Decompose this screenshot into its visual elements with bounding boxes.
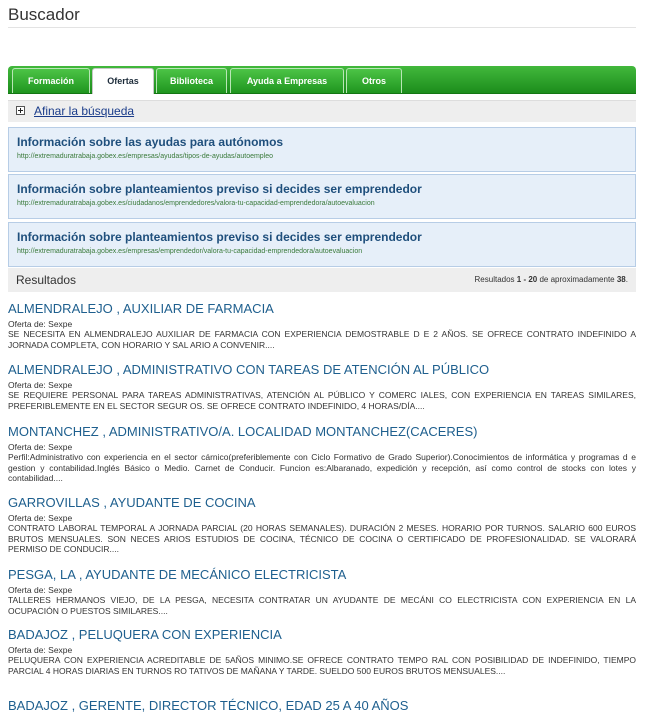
promo-url: http://extremaduratrabaja.gobex.es/ciudadanos/emprendedores/valora-tu-capacidad-emprendedora/autoevaluacion	[17, 200, 375, 207]
result-title-link[interactable]: PESGA, LA , AYUDANTE DE MECÁNICO ELECTRICISTA	[8, 567, 347, 582]
result-item	[8, 495, 636, 555]
results-header	[8, 268, 636, 292]
promo-url: http://extremaduratrabaja.gobex.es/empresas/emprendedor/valora-tu-capacidad-emprendedora/autoevaluacion	[17, 248, 363, 255]
result-source: Oferta de: Sexpe	[8, 645, 73, 655]
result-description: PELUQUERA CON EXPERIENCIA ACREDITABLE DE 5AÑOS MINIMO.SE OFRECE CONTRATO TEMPO RAL CON POSIBILIDAD DE INDEFINIDO, TIEMPO PARCIAL 4 HORAS DIARIAS EN TURNOS RO TATIVOS DE MAÑANA Y TARDE. SUELDO 500 EUROS BRUTOS MENSUALES....	[8, 655, 636, 676]
result-title-link[interactable]: GARROVILLAS , AYUDANTE DE COCINA	[8, 495, 256, 510]
promo-url: http://extremaduratrabaja.gobex.es/empresas/ayudas/tipos-de-ayudas/autoempleo	[17, 153, 274, 160]
result-item	[8, 627, 636, 676]
promo-title-link[interactable]: Información sobre las ayudas para autónomos	[17, 135, 284, 149]
result-title-link[interactable]: BADAJOZ , GERENTE, DIRECTOR TÉCNICO, EDAD 25 A 40 AÑOS	[8, 698, 409, 713]
expand-plus-icon[interactable]	[16, 106, 25, 115]
result-source: Oferta de: Sexpe	[8, 442, 73, 452]
result-item	[8, 567, 636, 616]
refine-search-bar	[8, 100, 636, 122]
promo-box	[8, 174, 636, 219]
result-item	[8, 698, 636, 714]
result-title-link[interactable]: ALMENDRALEJO , ADMINISTRATIVO CON TAREAS DE ATENCIÓN AL PÚBLICO	[8, 362, 490, 377]
promo-box	[8, 222, 636, 267]
result-description: SE NECESITA EN ALMENDRALEJO AUXILIAR DE FARMACIA CON EXPERIENCIA DEMOSTRABLE D E 2 AÑOS. SE OFRECE CONTRATO INDEFINIDO A JORNADA COMPLETA, CON HORARIO Y SAL ARIO A CONVENIR....	[8, 329, 636, 350]
result-item	[8, 424, 636, 484]
results-label: Resultados	[16, 273, 77, 287]
tab-ayuda-empresas[interactable]: Ayuda a Empresas	[230, 68, 344, 93]
refine-search-link[interactable]: Afinar la búsqueda	[34, 104, 135, 118]
result-item	[8, 362, 636, 411]
result-source: Oferta de: Sexpe	[8, 585, 73, 595]
tab-bar	[8, 66, 636, 94]
title-divider	[8, 27, 636, 28]
result-source: Oferta de: Sexpe	[8, 319, 73, 329]
tab-otros[interactable]: Otros	[346, 68, 402, 93]
promo-title-link[interactable]: Información sobre planteamientos previso si decides ser emprendedor	[17, 182, 422, 196]
results-count: Resultados 1 - 20 de aproximadamente 38.	[474, 275, 628, 284]
result-title-link[interactable]: MONTANCHEZ , ADMINISTRATIVO/A. LOCALIDAD MONTANCHEZ(CACERES)	[8, 424, 478, 439]
page-title: Buscador	[8, 5, 80, 24]
result-description: SE REQUIERE PERSONAL PARA TAREAS ADMINISTRATIVAS, ATENCIÓN AL PÚBLICO Y COMERC IALES, CON EXPERIENCIA EN TAREAS SIMILARES, PREFERIBLEMENTE EN EL SECTOR SEGUR OS. SE OFRECE CONTRATO INDEFINIDO, 4 HORAS/DÍA....	[8, 390, 636, 411]
result-description: Perfil:Administrativo con experiencia en el sector cárnico(preferiblemente con Ciclo Formativo de Grado Superior).Conocimientos de informática y programas d e gestion y contabilidad.Inglés Básico o Medio. Carnet de Conducir. Funcion es:Albaranado, expedición y recepción, así como control de stocks con lotes y contabilidad....	[8, 452, 636, 483]
result-description: CONTRATO LABORAL TEMPORAL A JORNADA PARCIAL (20 HORAS SEMANALES). DURACIÓN 2 MESES. HORARIO POR TURNOS. SALARIO 600 EUROS BRUTOS MENSUALES. SON NECES ARIOS ESTUDIOS DE COCINA, TÉCNICO DE COCINA O CERTIFICADO DE PROFESIONALIDAD. SE VALORARÁ PERMISO DE CONDUCIR....	[8, 523, 636, 554]
result-title-link[interactable]: ALMENDRALEJO , AUXILIAR DE FARMACIA	[8, 301, 274, 316]
result-title-link[interactable]: BADAJOZ , PELUQUERA CON EXPERIENCIA	[8, 627, 282, 642]
tab-ofertas[interactable]: Ofertas	[92, 68, 154, 94]
result-source: Oferta de: Sexpe	[8, 380, 73, 390]
result-description: TALLERES HERMANOS VIEJO, DE LA PESGA, NECESITA CONTRATAR UN AYUDANTE DE MECÁNI CO ELECTRICISTA CON EXPERIENCIA EN LA OCUPACIÓN O PUESTOS SIMILARES....	[8, 595, 636, 616]
promo-title-link[interactable]: Información sobre planteamientos previso si decides ser emprendedor	[17, 230, 422, 244]
tab-formacion[interactable]: Formación	[12, 68, 90, 93]
promo-box	[8, 127, 636, 172]
result-item	[8, 301, 636, 350]
tab-biblioteca[interactable]: Biblioteca	[156, 68, 227, 93]
result-source: Oferta de: Sexpe	[8, 513, 73, 523]
